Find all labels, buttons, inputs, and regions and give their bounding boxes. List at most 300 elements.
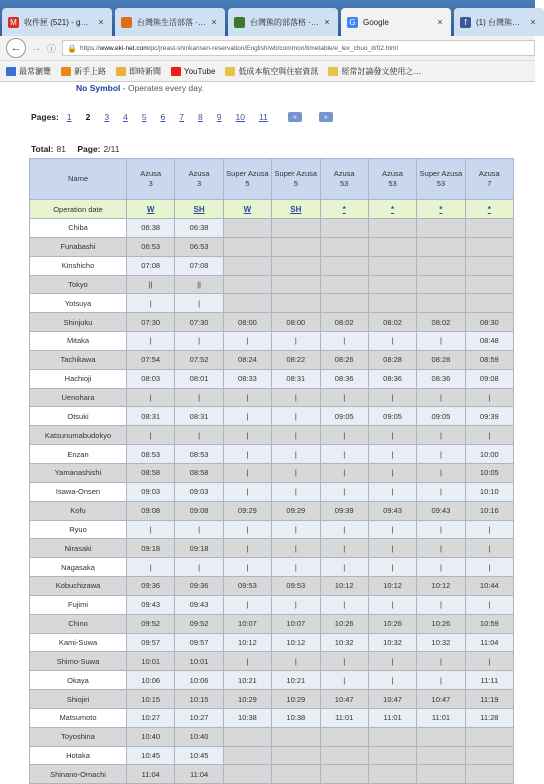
station-name: Isawa-Onsen (30, 482, 127, 501)
time-cell: | (272, 407, 320, 426)
tab-title: (1) 台灣熊… (476, 17, 520, 27)
back-button[interactable] (6, 38, 26, 58)
time-cell: | (368, 332, 416, 351)
time-cell (465, 219, 513, 238)
double-left-arrow-icon: « (292, 113, 297, 121)
train-number: 5 (245, 179, 250, 188)
table-row (30, 501, 514, 520)
time-cell: 10:27 (175, 708, 223, 727)
time-cell: 08:28 (368, 350, 416, 369)
close-tab-icon[interactable]: × (98, 17, 104, 27)
page-link-2[interactable]: 2 (85, 112, 91, 122)
operation-date-cell (175, 200, 223, 219)
time-cell: 10:32 (417, 633, 465, 652)
bookmark-label: 新手上路 (74, 66, 106, 76)
time-cell: 08:58 (175, 463, 223, 482)
time-cell (320, 219, 368, 238)
time-cell: 10:06 (127, 671, 175, 690)
station-name: Chiba (30, 219, 127, 238)
time-cell: | (272, 520, 320, 539)
time-cell (223, 746, 271, 765)
time-cell (272, 275, 320, 294)
tab-title: 收件匣 (521) - g… (24, 17, 89, 27)
totals-line (31, 144, 119, 154)
train-name: Super Azusa (274, 169, 318, 178)
train-header (127, 159, 175, 200)
time-cell: 08:31 (127, 407, 175, 426)
back-arrow-icon: ← (10, 42, 22, 54)
time-cell: 07:52 (175, 350, 223, 369)
time-cell: | (223, 388, 271, 407)
time-cell: 09:08 (127, 501, 175, 520)
url-field[interactable]: 🔒 https:// www.eki-net.com /pc/jreast-shinkansen-reservation/English/wb/common/timetable/e_lex_chuo_d/02.html (62, 40, 535, 56)
time-cell: 10:44 (465, 577, 513, 596)
station-name: Katsunumabudokyo (30, 426, 127, 445)
time-cell: | (127, 294, 175, 313)
time-cell: | (272, 482, 320, 501)
time-cell: | (320, 463, 368, 482)
time-cell: | (417, 388, 465, 407)
timetable (29, 158, 514, 784)
bookmarks-bar (0, 61, 535, 82)
station-name: Mitaka (30, 332, 127, 351)
table-row (30, 482, 514, 501)
forward-button[interactable]: → (31, 42, 42, 54)
time-cell: 09:53 (223, 577, 271, 596)
station-name: Kobuchizawa (30, 577, 127, 596)
table-row (30, 727, 514, 746)
time-cell: 10:26 (320, 614, 368, 633)
time-cell (368, 746, 416, 765)
total-label: Total: (31, 144, 54, 154)
time-cell: 10:29 (272, 690, 320, 709)
time-cell: 09:36 (127, 577, 175, 596)
tab-5[interactable] (454, 8, 544, 36)
time-cell (417, 294, 465, 313)
train-number: 3 (148, 179, 153, 188)
time-cell: | (465, 426, 513, 445)
table-row (30, 294, 514, 313)
train-header (223, 159, 271, 200)
time-cell: 09:29 (272, 501, 320, 520)
bookmark-label: YouTube (184, 66, 216, 76)
time-cell (465, 294, 513, 313)
time-cell: | (223, 539, 271, 558)
time-cell: 08:26 (320, 350, 368, 369)
time-cell: | (320, 539, 368, 558)
table-row (30, 350, 514, 369)
train-name: Super Azusa (419, 169, 463, 178)
operation-date-link[interactable]: * (439, 204, 443, 214)
bookmark-item[interactable] (61, 66, 106, 77)
time-cell: 09:43 (127, 595, 175, 614)
time-cell: 08:03 (127, 369, 175, 388)
table-row (30, 237, 514, 256)
time-cell: | (223, 595, 271, 614)
time-cell: 11:19 (465, 690, 513, 709)
time-cell: 06:53 (175, 237, 223, 256)
time-cell (272, 765, 320, 784)
time-cell: | (417, 445, 465, 464)
time-cell: 08:33 (223, 369, 271, 388)
time-cell: | (368, 463, 416, 482)
time-cell (417, 237, 465, 256)
time-cell: 09:03 (127, 482, 175, 501)
blog-icon (234, 17, 245, 28)
time-cell (272, 256, 320, 275)
operation-date-link[interactable]: * (391, 204, 395, 214)
time-cell: 07:54 (127, 350, 175, 369)
bookmark-label: 最常瀏覽 (19, 66, 51, 76)
time-cell: 09:52 (127, 614, 175, 633)
station-name: Funabashi (30, 237, 127, 256)
time-cell: 11:04 (175, 765, 223, 784)
time-cell: 09:36 (175, 577, 223, 596)
close-tab-icon[interactable]: × (211, 17, 217, 27)
time-cell: 09:08 (175, 501, 223, 520)
table-row (30, 765, 514, 784)
time-cell: | (465, 558, 513, 577)
station-name: Otsuki (30, 407, 127, 426)
time-cell: | (175, 332, 223, 351)
double-right-arrow-icon: » (323, 113, 328, 121)
time-cell: | (272, 332, 320, 351)
table-row (30, 558, 514, 577)
station-name: Fujimi (30, 595, 127, 614)
time-cell (223, 275, 271, 294)
time-cell: 08:48 (465, 332, 513, 351)
station-name: Hotaka (30, 746, 127, 765)
table-row (30, 463, 514, 482)
time-cell: 06:38 (127, 219, 175, 238)
table-row (30, 445, 514, 464)
operation-date-label: Operation date (30, 200, 127, 219)
time-cell (417, 746, 465, 765)
time-cell: 09:03 (175, 482, 223, 501)
page-link-7[interactable]: 7 (179, 112, 185, 122)
table-row (30, 708, 514, 727)
time-cell: 10:12 (368, 577, 416, 596)
bookmark-label: 低成本航空與住宿資訊 (238, 66, 319, 76)
table-row (30, 671, 514, 690)
page-link-11[interactable]: 11 (258, 112, 268, 122)
page-link-1[interactable]: 1 (66, 112, 72, 122)
time-cell (320, 746, 368, 765)
time-cell: | (368, 482, 416, 501)
time-cell: 10:21 (272, 671, 320, 690)
time-cell: | (272, 539, 320, 558)
time-cell (465, 746, 513, 765)
table-row (30, 577, 514, 596)
time-cell: 09:29 (223, 501, 271, 520)
time-cell: | (175, 426, 223, 445)
time-cell (320, 765, 368, 784)
station-name: Nirasaki (30, 539, 127, 558)
bookmark-folder-icon (116, 67, 126, 76)
page-link-3[interactable]: 3 (104, 112, 110, 122)
bookmark-icon (121, 17, 132, 28)
bookmark-folder-icon (171, 67, 181, 76)
time-cell: | (175, 294, 223, 313)
time-cell: 08:24 (223, 350, 271, 369)
time-cell: | (465, 388, 513, 407)
table-row (30, 332, 514, 351)
time-cell: 10:59 (465, 614, 513, 633)
station-name: Shimo-Suwa (30, 652, 127, 671)
tab-title: 台灣熊生活部落 ·… (137, 17, 206, 27)
time-cell: 08:59 (465, 350, 513, 369)
time-cell: 10:21 (223, 671, 271, 690)
time-cell: 10:32 (368, 633, 416, 652)
notice-desc: - Operates every day. (120, 83, 204, 93)
time-cell: 10:07 (272, 614, 320, 633)
bookmark-item[interactable] (116, 66, 161, 77)
time-cell: | (320, 482, 368, 501)
time-cell (223, 237, 271, 256)
station-name: Toyoshina (30, 727, 127, 746)
operation-date-link[interactable]: W (243, 204, 252, 214)
time-cell: | (223, 520, 271, 539)
train-header (417, 159, 465, 200)
time-cell: | (368, 388, 416, 407)
time-cell: | (368, 671, 416, 690)
time-cell: 06:53 (127, 237, 175, 256)
operation-date-link[interactable]: W (146, 204, 155, 214)
time-cell: | (272, 463, 320, 482)
time-cell: 08:58 (127, 463, 175, 482)
time-cell: 06:38 (175, 219, 223, 238)
close-tab-icon[interactable]: × (437, 17, 443, 27)
time-cell: 10:26 (368, 614, 416, 633)
tab-1[interactable] (2, 8, 112, 36)
time-cell (320, 294, 368, 313)
time-cell: | (223, 558, 271, 577)
time-cell: 09:57 (127, 633, 175, 652)
time-cell: 10:12 (272, 633, 320, 652)
operation-date-cell (127, 200, 175, 219)
time-cell: | (127, 520, 175, 539)
operation-date-link[interactable]: * (487, 204, 491, 214)
time-cell: | (417, 463, 465, 482)
page-link-4[interactable]: 4 (123, 112, 128, 122)
google-icon: G (347, 17, 358, 28)
time-cell: 10:12 (320, 577, 368, 596)
time-cell: 08:02 (320, 313, 368, 332)
time-cell: 08:01 (175, 369, 223, 388)
time-cell: 10:38 (272, 708, 320, 727)
bookmark-item[interactable] (328, 66, 421, 77)
time-cell (417, 727, 465, 746)
time-cell (368, 275, 416, 294)
time-cell: 09:53 (272, 577, 320, 596)
time-cell (465, 727, 513, 746)
time-cell: 08:31 (175, 407, 223, 426)
bookmark-item[interactable] (6, 66, 51, 77)
table-row (30, 595, 514, 614)
page-link-9[interactable]: 9 (216, 112, 222, 122)
table-row (30, 633, 514, 652)
operation-date-cell (223, 200, 271, 219)
time-cell: 10:15 (175, 690, 223, 709)
time-cell: | (368, 652, 416, 671)
table-row (30, 369, 514, 388)
table-row (30, 388, 514, 407)
time-cell: || (127, 275, 175, 294)
table-row (30, 539, 514, 558)
time-cell: 08:02 (417, 313, 465, 332)
time-cell: 10:15 (127, 690, 175, 709)
table-row (30, 275, 514, 294)
url-domain: www.eki-net.com (99, 44, 149, 52)
time-cell (368, 256, 416, 275)
operation-date-cell (368, 200, 416, 219)
train-name: Azusa (478, 169, 500, 178)
info-icon[interactable]: ⓘ (47, 43, 57, 54)
bookmark-item[interactable] (171, 67, 215, 76)
pages-label: Pages: (31, 112, 59, 122)
station-name: Uenohara (30, 388, 127, 407)
tab-4[interactable] (341, 8, 451, 36)
time-cell: | (127, 332, 175, 351)
time-cell: | (320, 520, 368, 539)
time-cell: | (368, 520, 416, 539)
bookmark-item[interactable] (225, 66, 318, 77)
time-cell: | (465, 520, 513, 539)
time-cell: | (368, 445, 416, 464)
operation-date-cell (465, 200, 513, 219)
time-cell: | (320, 426, 368, 445)
time-cell: 09:39 (320, 501, 368, 520)
time-cell: 10:47 (368, 690, 416, 709)
time-cell: 08:31 (272, 369, 320, 388)
address-bar (0, 36, 535, 61)
train-name: Azusa (382, 169, 403, 178)
bookmark-folder-icon (6, 67, 16, 76)
time-cell (417, 256, 465, 275)
time-cell (320, 237, 368, 256)
operation-date-link[interactable]: SH (193, 204, 205, 214)
time-cell: 08:36 (320, 369, 368, 388)
time-cell: 10:26 (417, 614, 465, 633)
notice-symbol: No Symbol (76, 83, 121, 93)
time-cell: | (465, 652, 513, 671)
station-name: Kami-Suwa (30, 633, 127, 652)
page-link-8[interactable]: 8 (198, 112, 203, 122)
bookmark-label: 經常討論發文使用之… (341, 66, 422, 76)
station-name: Shinjuku (30, 313, 127, 332)
time-cell: 08:36 (368, 369, 416, 388)
time-cell: | (127, 426, 175, 445)
time-cell: | (320, 388, 368, 407)
time-cell: 10:01 (127, 652, 175, 671)
time-cell: 09:18 (127, 539, 175, 558)
time-cell (320, 256, 368, 275)
time-cell (417, 765, 465, 784)
station-name: Kinshicho (30, 256, 127, 275)
operation-date-link[interactable]: * (342, 204, 346, 214)
time-cell (465, 765, 513, 784)
time-cell (368, 765, 416, 784)
time-cell: | (368, 595, 416, 614)
time-cell: | (417, 426, 465, 445)
time-cell (465, 237, 513, 256)
gmail-icon: M (8, 17, 19, 28)
time-cell: 10:27 (127, 708, 175, 727)
page-link-6[interactable]: 6 (160, 112, 166, 122)
time-cell: | (417, 671, 465, 690)
time-cell: 08:36 (417, 369, 465, 388)
table-row (30, 746, 514, 765)
table-row (30, 407, 514, 426)
time-cell (272, 237, 320, 256)
time-cell: 08:53 (127, 445, 175, 464)
tab-2[interactable] (115, 8, 225, 36)
time-cell: 10:47 (320, 690, 368, 709)
time-cell: | (417, 595, 465, 614)
time-cell: 08:02 (368, 313, 416, 332)
time-cell (368, 294, 416, 313)
time-cell: 10:16 (465, 501, 513, 520)
train-header (175, 159, 223, 200)
train-name: Super Azusa (226, 169, 269, 178)
time-cell: 10:45 (127, 746, 175, 765)
time-cell: | (272, 595, 320, 614)
time-cell: 10:40 (175, 727, 223, 746)
close-tab-icon[interactable]: × (530, 17, 536, 27)
time-cell: 09:08 (465, 369, 513, 388)
time-cell: 10:07 (223, 614, 271, 633)
time-cell: | (272, 388, 320, 407)
time-cell (272, 727, 320, 746)
close-tab-icon[interactable]: × (324, 17, 330, 27)
time-cell: 09:05 (320, 407, 368, 426)
time-cell: | (272, 426, 320, 445)
time-cell: | (272, 558, 320, 577)
time-cell: 11:11 (465, 671, 513, 690)
time-cell: | (223, 426, 271, 445)
page-link-10[interactable]: 10 (235, 112, 245, 122)
page-label: Page: (77, 144, 101, 154)
time-cell: | (417, 652, 465, 671)
station-name: Yamanashishi (30, 463, 127, 482)
tab-3[interactable] (228, 8, 338, 36)
time-cell: 10:38 (223, 708, 271, 727)
time-cell: | (272, 445, 320, 464)
time-cell: | (320, 445, 368, 464)
time-cell (465, 256, 513, 275)
train-header (465, 159, 513, 200)
time-cell: 08:22 (272, 350, 320, 369)
time-cell: | (223, 463, 271, 482)
next-page-button[interactable] (319, 112, 333, 122)
time-cell: | (127, 388, 175, 407)
time-cell: | (272, 652, 320, 671)
station-name: Ryuo (30, 520, 127, 539)
page-link-5[interactable]: 5 (141, 112, 147, 122)
train-name: Azusa (140, 169, 162, 178)
time-cell: 09:43 (417, 501, 465, 520)
table-row (30, 219, 514, 238)
time-cell: | (320, 671, 368, 690)
operation-date-cell (320, 200, 368, 219)
time-cell: | (417, 482, 465, 501)
prev-page-button[interactable] (288, 112, 302, 122)
bookmark-label: 即時新聞 (129, 66, 161, 76)
train-header (368, 159, 416, 200)
train-header (320, 159, 368, 200)
operation-date-link[interactable]: SH (290, 204, 302, 214)
station-name: Okaya (30, 671, 127, 690)
